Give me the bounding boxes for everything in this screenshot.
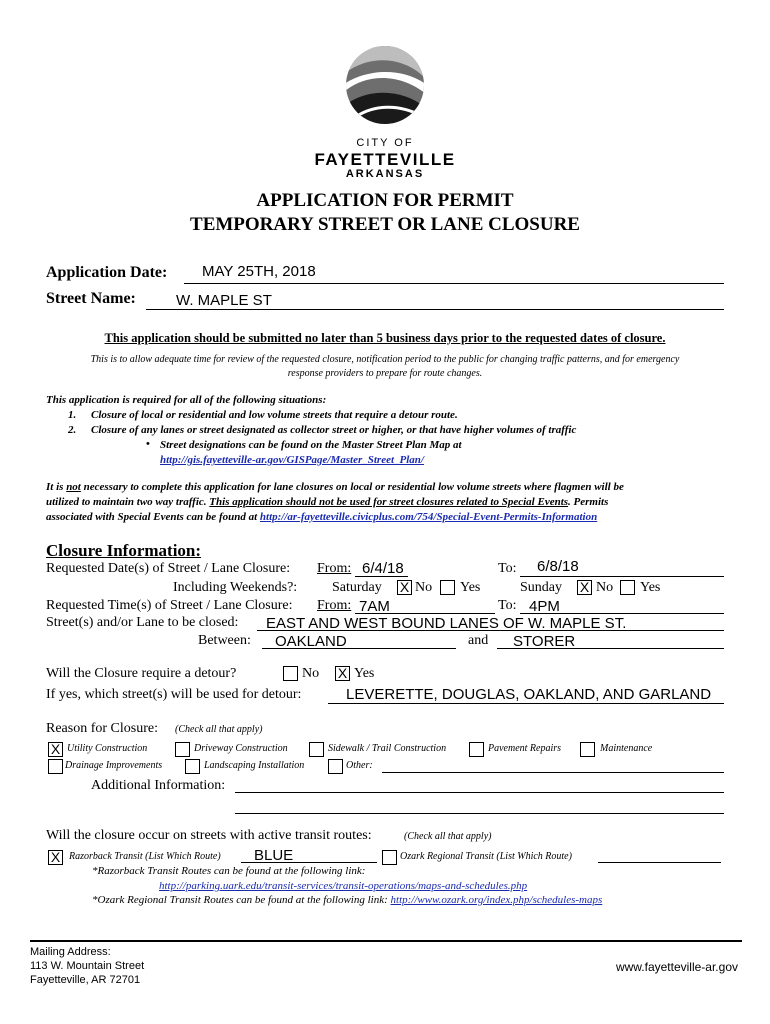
- razorback-routes-link[interactable]: http://parking.uark.edu/transit-services/transit-operations/maps-and-schedules.php: [159, 880, 528, 892]
- footer-divider: [30, 940, 742, 942]
- from-date-label: From:: [317, 561, 352, 576]
- sunday-label: Sunday: [520, 580, 562, 595]
- flagmen-text-b: necessary to complete this application for lane closures on local or residential low volume streets where flagmen will be: [80, 481, 624, 493]
- to-date-field[interactable]: 6/8/18: [537, 558, 579, 575]
- to-date-label: To:: [498, 561, 517, 576]
- flagmen-text-a: It is: [46, 481, 67, 493]
- special-events-link[interactable]: http://ar-fayetteville.civicplus.com/754/Special-Event-Permits-Information: [259, 511, 598, 523]
- ozark-route-line[interactable]: [598, 862, 721, 863]
- saturday-yes-label: Yes: [460, 580, 481, 595]
- razorback-route-field[interactable]: BLUE: [254, 847, 294, 864]
- drainage-improvements-checkbox[interactable]: [48, 759, 63, 774]
- utility-construction-label: Utility Construction: [67, 743, 148, 754]
- detour-no-checkbox[interactable]: [283, 666, 298, 681]
- requested-dates-label: Requested Date(s) of Street / Lane Closure:: [46, 561, 291, 576]
- logo-city-name: FAYETTEVILLE: [314, 150, 456, 169]
- detour-streets-field[interactable]: LEVERETTE, DOUGLAS, OAKLAND, AND GARLAND: [346, 686, 712, 703]
- special-events-warning: This application should not be used for street closures related to Special Events: [209, 496, 569, 508]
- situation-1-number: 1.: [68, 409, 77, 421]
- and-label: and: [468, 633, 489, 648]
- drainage-improvements-label: Drainage Improvements: [65, 760, 163, 771]
- flagmen-line-2: [46, 496, 608, 508]
- flagmen-text-e: associated with Special Events can be found at: [46, 511, 260, 523]
- streets-closed-field[interactable]: EAST AND WEST BOUND LANES OF W. MAPLE ST.: [266, 615, 627, 632]
- ozark-routes-link[interactable]: http://www.ozark.org/index.php/schedules-maps: [390, 894, 603, 906]
- pavement-repairs-checkbox[interactable]: [469, 742, 484, 757]
- sunday-no-check-mark: X: [579, 579, 590, 595]
- requested-times-label: Requested Time(s) of Street / Lane Closure:: [46, 598, 293, 613]
- weekends-label: Including Weekends?:: [173, 580, 298, 595]
- sunday-yes-checkbox[interactable]: [620, 580, 635, 595]
- mailing-address-city: Fayetteville, AR 72701: [30, 974, 141, 986]
- application-date-field[interactable]: MAY 25TH, 2018: [202, 263, 316, 280]
- between-label: Between:: [198, 633, 251, 648]
- to-time-label: To:: [498, 598, 517, 613]
- from-time-label: From:: [317, 598, 352, 613]
- city-logo: [344, 44, 426, 126]
- sidewalk-trail-checkbox[interactable]: [309, 742, 324, 757]
- flagmen-not: not: [66, 481, 81, 493]
- landscaping-installation-checkbox[interactable]: [185, 759, 200, 774]
- additional-info-line-1[interactable]: [235, 792, 724, 793]
- reason-label: Reason for Closure:: [46, 721, 158, 736]
- situations-intro: This application is required for all of the following situations:: [46, 394, 327, 406]
- ozark-transit-label: Ozark Regional Transit (List Which Route): [400, 851, 572, 862]
- to-time-field[interactable]: 4PM: [529, 598, 560, 615]
- situation-1: Closure of local or residential and low volume streets that require a detour route.: [91, 409, 458, 421]
- detour-no-label: No: [302, 666, 320, 681]
- from-date-field[interactable]: 6/4/18: [362, 560, 404, 577]
- detour-streets-line: [328, 703, 724, 704]
- additional-info-line-2[interactable]: [235, 813, 724, 814]
- street-name-field[interactable]: W. MAPLE ST: [176, 292, 272, 309]
- logo-city-of: CITY OF: [356, 137, 414, 149]
- transit-hint: (Check all that apply): [404, 831, 492, 842]
- pavement-repairs-label: Pavement Repairs: [488, 743, 562, 754]
- saturday-label: Saturday: [332, 580, 382, 595]
- submission-notice: This application should be submitted no later than 5 business days prior to the requested dates of closure.: [104, 331, 666, 345]
- maintenance-label: Maintenance: [600, 743, 653, 754]
- closure-information-heading: Closure Information:: [46, 541, 202, 560]
- flagmen-line-3: [46, 511, 597, 523]
- to-date-line: [520, 576, 724, 577]
- logo-state: ARKANSAS: [345, 168, 425, 180]
- between-a-field[interactable]: OAKLAND: [275, 633, 347, 650]
- utility-construction-check-mark: X: [50, 741, 61, 757]
- flagmen-text-c: utilized to maintain two way traffic.: [46, 496, 210, 508]
- sunday-yes-label: Yes: [640, 580, 661, 595]
- city-logo-emblem: [344, 44, 426, 126]
- detour-streets-label: If yes, which street(s) will be used for detour:: [46, 687, 302, 702]
- page-title-line2: TEMPORARY STREET OR LANE CLOSURE: [190, 214, 580, 235]
- reason-hint: (Check all that apply): [175, 724, 263, 735]
- detour-yes-label: Yes: [354, 666, 375, 681]
- flagmen-line-1: [46, 481, 624, 493]
- razorback-routes-note: *Razorback Transit Routes can be found at the following link:: [92, 865, 366, 877]
- sunday-no-label: No: [596, 580, 614, 595]
- saturday-yes-checkbox[interactable]: [440, 580, 455, 595]
- razorback-transit-label: Razorback Transit (List Which Route): [69, 851, 221, 862]
- detour-question: Will the Closure require a detour?: [46, 666, 237, 681]
- ozark-routes-line: [92, 894, 602, 906]
- saturday-no-label: No: [415, 580, 433, 595]
- other-reason-label: Other:: [346, 760, 373, 771]
- street-name-label: Street Name:: [46, 290, 136, 307]
- maintenance-checkbox[interactable]: [580, 742, 595, 757]
- additional-info-label: Additional Information:: [91, 778, 226, 793]
- application-date-line: [184, 283, 724, 284]
- from-time-field[interactable]: 7AM: [359, 598, 390, 615]
- application-date-label: Application Date:: [46, 264, 168, 281]
- landscaping-installation-label: Landscaping Installation: [204, 760, 305, 771]
- notice-line-1: This is to allow adequate time for review of the requested closure, notification period to the public for changing traffic patterns, and for emergency: [90, 354, 680, 365]
- saturday-no-check-mark: X: [399, 579, 410, 595]
- sidewalk-trail-label: Sidewalk / Trail Construction: [328, 743, 447, 754]
- website-link[interactable]: www.fayetteville-ar.gov: [615, 960, 738, 974]
- ozark-transit-checkbox[interactable]: [382, 850, 397, 865]
- situation-2-number: 2.: [68, 424, 77, 436]
- situation-2: Closure of any lanes or street designated as collector street or higher, or that have higher volumes of traffic: [91, 424, 577, 436]
- mailing-address-street: 113 W. Mountain Street: [30, 960, 145, 972]
- ozark-routes-note: *Ozark Regional Transit Routes can be found at the following link:: [92, 894, 388, 906]
- page-title-line1: APPLICATION FOR PERMIT: [256, 190, 514, 211]
- between-b-field[interactable]: STORER: [513, 633, 576, 650]
- flagmen-text-d: . Permits: [568, 496, 609, 508]
- other-reason-checkbox[interactable]: [328, 759, 343, 774]
- transit-question: Will the closure occur on streets with active transit routes:: [46, 828, 372, 843]
- street-name-line: [146, 309, 724, 310]
- other-reason-line[interactable]: [382, 772, 724, 773]
- streets-closed-label: Street(s) and/or Lane to be closed:: [46, 615, 239, 630]
- driveway-construction-label: Driveway Construction: [194, 743, 288, 754]
- detour-yes-check-mark: X: [337, 665, 348, 681]
- street-designation-note: Street designations can be found on the Master Street Plan Map at: [160, 439, 462, 451]
- mailing-address-label: Mailing Address:: [30, 946, 111, 958]
- driveway-construction-checkbox[interactable]: [175, 742, 190, 757]
- master-street-plan-link[interactable]: http://gis.fayetteville-ar.gov/GISPage/Master_Street_Plan/: [160, 454, 424, 466]
- bullet: •: [146, 438, 150, 450]
- razorback-transit-check-mark: X: [50, 849, 61, 865]
- notice-line-2: response providers to prepare for route changes.: [287, 368, 483, 379]
